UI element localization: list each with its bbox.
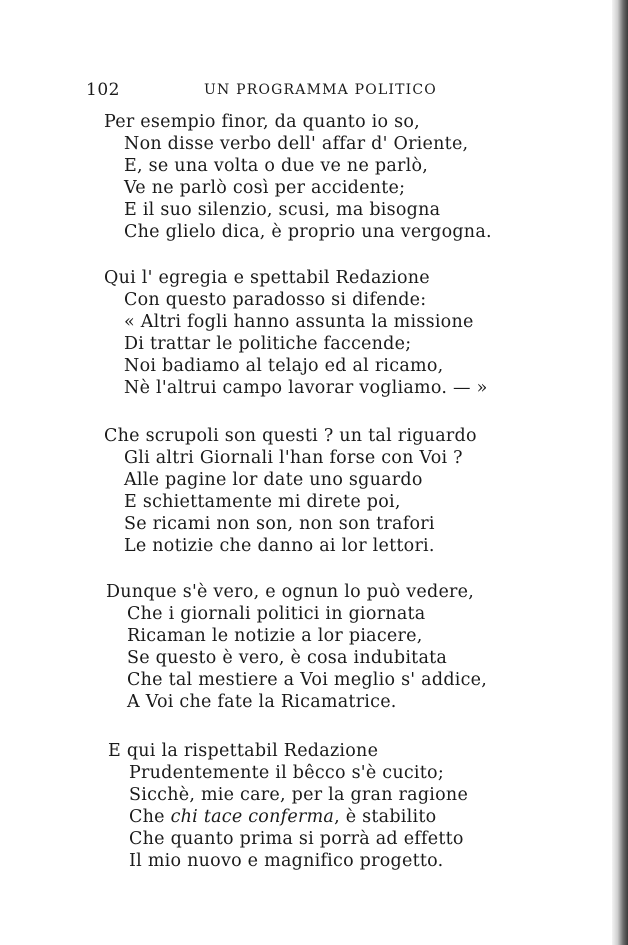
- verse-line: Noi badiamo al telajo ed al ricamo,: [124, 356, 444, 376]
- verse-line: Ve ne parlò così per accidente;: [124, 178, 406, 198]
- verse-line: Che scrupoli son questi ? un tal riguardo: [104, 426, 477, 446]
- verse-line: E qui la rispettabil Redazione: [108, 741, 379, 761]
- verse-line: E schiettamente mi direte poi,: [124, 492, 401, 512]
- verse-line: Prudentemente il bêcco s'è cucito;: [129, 763, 444, 783]
- verse-line: A Voi che fate la Ricamatrice.: [127, 692, 397, 712]
- verse-line: Qui l' egregia e spettabil Redazione: [104, 268, 430, 288]
- verse-line: Nè l'altrui campo lavorar vogliamo. — »: [124, 378, 488, 398]
- verse-line: Che i giornali politici in giornata: [127, 604, 426, 624]
- verse-line: Sicchè, mie care, per la gran ragione: [129, 785, 469, 805]
- verse-line: E, se una volta o due ve ne parlò,: [124, 156, 429, 176]
- verse-line: Gli altri Giornali l'han forse con Voi ?: [124, 448, 463, 468]
- verse-line: Per esempio finor, da quanto io so,: [104, 112, 420, 132]
- verse-line: Se ricami non son, non son trafori: [124, 514, 435, 534]
- verse-line: « Altri fogli hanno assunta la missione: [124, 312, 474, 332]
- verse-line: Di trattar le politiche faccende;: [124, 334, 412, 354]
- verse-line: Con questo paradosso si difende:: [124, 290, 427, 310]
- page-edge-shadow: [612, 0, 628, 945]
- italic-phrase: chi tace conferma: [170, 807, 335, 827]
- page-number: 102: [86, 80, 120, 100]
- verse-line: Le notizie che danno ai lor lettori.: [124, 536, 435, 556]
- verse-line: Ricaman le notizie a lor piacere,: [127, 626, 423, 646]
- verse-line: E il suo silenzio, scusi, ma bisogna: [124, 200, 441, 220]
- running-title: UN PROGRAMMA POLITICO: [204, 82, 437, 98]
- verse-line: Che glielo dica, è proprio una vergogna.: [124, 222, 492, 242]
- verse-line: Dunque s'è vero, e ognun lo può vedere,: [106, 582, 475, 602]
- verse-text: Che: [129, 807, 171, 827]
- verse-line: Che tal mestiere a Voi meglio s' addice,: [127, 670, 488, 690]
- verse-line: Non disse verbo dell' affar d' Oriente,: [124, 134, 469, 154]
- verse-line: Che quanto prima si porrà ad effetto: [129, 829, 464, 849]
- verse-line: Se questo è vero, è cosa indubitata: [127, 648, 448, 668]
- page-header: [86, 80, 506, 104]
- verse-line: Alle pagine lor date uno sguardo: [124, 470, 423, 490]
- verse-line: Il mio nuovo e magnifico progetto.: [129, 851, 444, 871]
- verse-line-with-italic: [129, 806, 436, 828]
- verse-text: , è stabilito: [334, 807, 437, 827]
